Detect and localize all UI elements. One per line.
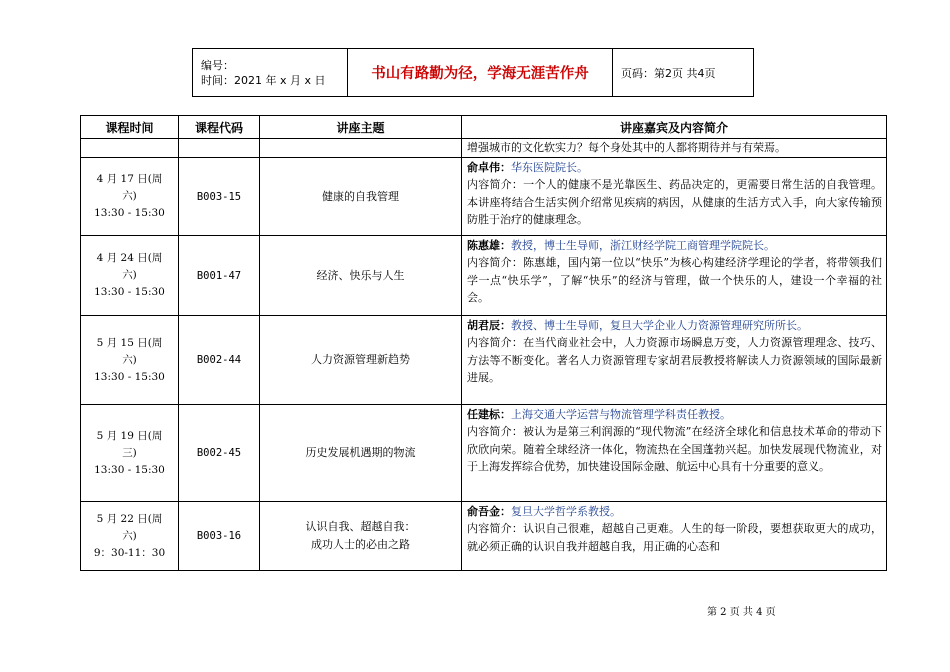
time-line: 13:30 - 15:30: [94, 370, 165, 383]
course-code: B001-47: [179, 236, 260, 316]
topic-line: 认识自我、超越自我：: [305, 520, 416, 533]
time-line: 三): [122, 446, 137, 459]
lecture-schedule-table: [80, 115, 887, 571]
guest-name: 俞卓伟：: [467, 161, 511, 174]
course-time: [81, 236, 179, 316]
intro-text: 内容简介：被认为是第三利润源的“现代物流”在经济全球化和信息技术革命的带动下欣欣向荣。随着全球经济一体化，物流热在全国蓬勃兴起。加快发展现代物流业，对于上海发挥综合优势，加快建设国际金融、航运中心具有十分重要的意义。: [467, 425, 882, 474]
intro-text: 内容简介：在当代商业社会中，人力资源市场瞬息万变，人力资源管理理念、技巧、方法等不断变化。著名人力资源管理专家胡君辰教授将解读人力资源领域的国际最新进展。: [467, 336, 882, 385]
guest-name: 俞吾金：: [467, 505, 511, 518]
topic-line: 历史发展机遇期的物流: [305, 446, 416, 459]
time-line: 5 月 22 日(周: [96, 512, 163, 525]
column-header-topic: 讲座主题: [260, 116, 462, 139]
course-code: B003-16: [179, 502, 260, 571]
lecture-topic: [260, 405, 462, 502]
time-line: 六): [122, 353, 137, 366]
course-code: B003-15: [179, 158, 260, 236]
empty-cell: [81, 139, 179, 158]
table-row-continuation: [81, 139, 887, 158]
time-line: 5 月 15 日(周: [96, 336, 163, 349]
column-header-time: 课程时间: [81, 116, 179, 139]
time-line: 六): [122, 269, 137, 281]
topic-line: 成功人士的必由之路: [311, 538, 410, 551]
table-row: [81, 316, 887, 405]
guest-title: 华东医院院长。: [511, 161, 588, 174]
table-header-row: [81, 116, 887, 139]
table-row: [81, 502, 887, 571]
guest-intro: [462, 236, 887, 316]
time-line: 5 月 19 日(周: [96, 429, 163, 442]
column-header-guest: 讲座嘉宾及内容简介: [462, 116, 887, 139]
table-row: [81, 405, 887, 502]
lecture-topic: [260, 236, 462, 316]
number-label: 编号：: [201, 58, 234, 72]
course-time: [81, 405, 179, 502]
time-line: 六): [122, 529, 137, 542]
lecture-topic: [260, 158, 462, 236]
topic-line: 经济、快乐与人生: [316, 268, 405, 282]
header-meta: [193, 49, 348, 97]
lecture-topic: [260, 316, 462, 405]
time-line: 9：30-11：30: [93, 546, 166, 559]
time-line: 13:30 - 15:30: [94, 463, 165, 476]
guest-title: 复旦大学哲学系教授。: [511, 505, 621, 518]
course-code: B002-44: [179, 316, 260, 405]
intro-text: 内容简介：一个人的健康不是光靠医生、药品决定的，更需要日常生活的自我管理。本讲座将结合生活实例介绍常见疾病的病因，从健康的生活方式入手，向大家传输预防胜于治疗的健康理念。: [467, 178, 882, 227]
topic-line: 人力资源管理新趋势: [311, 353, 410, 366]
course-time: [81, 316, 179, 405]
table-row: [81, 158, 887, 236]
time-line: 4 月 24 日(周: [96, 252, 163, 264]
time-line: 13:30 - 15:30: [94, 207, 165, 219]
continuation-text: 增强城市的文化软实力？每个身处其中的人都将期待并与有荣焉。: [462, 139, 887, 158]
guest-intro: [462, 405, 887, 502]
guest-intro: [462, 158, 887, 236]
document-header: [192, 48, 754, 97]
guest-intro: [462, 316, 887, 405]
empty-cell: [179, 139, 260, 158]
guest-title: 教授，博士生导师，浙江财经学院工商管理学院院长。: [511, 239, 775, 252]
guest-title: 教授、博士生导师，复旦大学企业人力资源管理研究所所长。: [511, 319, 808, 332]
table-row: [81, 236, 887, 316]
intro-text: 内容简介：陈惠雄，国内第一位以“快乐”为核心构建经济学理论的学者，将带领我们学一点“快乐学”，了解“快乐”的经济与管理，做一个快乐的人，建设一个幸福的社会。: [467, 256, 882, 305]
page-info: 页码：第2页 共4页: [613, 49, 754, 97]
page-footer: 第 2 页 共 4 页: [707, 607, 776, 618]
course-code: B002-45: [179, 405, 260, 502]
time-line: 4 月 17 日(周: [96, 173, 163, 185]
intro-text: 内容简介：认识自己很难，超越自己更难。人生的每一阶段，要想获取更大的成功，就必须正确的认识自我并超越自我，用正确的心态和: [467, 522, 882, 553]
motto: 书山有路勤为径，学海无涯苦作舟: [348, 49, 613, 97]
time-line: 六): [122, 190, 137, 202]
empty-cell: [260, 139, 462, 158]
time-line: 13:30 - 15:30: [94, 286, 165, 298]
time-label: 时间：2021 年 x 月 x 日: [201, 73, 326, 87]
guest-name: 陈惠雄：: [467, 239, 511, 252]
topic-line: 健康的自我管理: [322, 189, 399, 203]
guest-intro: [462, 502, 887, 571]
lecture-topic: [260, 502, 462, 571]
course-time: [81, 502, 179, 571]
guest-name: 任建标：: [467, 408, 511, 421]
column-header-code: 课程代码: [179, 116, 260, 139]
guest-title: 上海交通大学运营与物流管理学科责任教授。: [511, 408, 731, 421]
guest-name: 胡君辰：: [467, 319, 511, 332]
course-time: [81, 158, 179, 236]
